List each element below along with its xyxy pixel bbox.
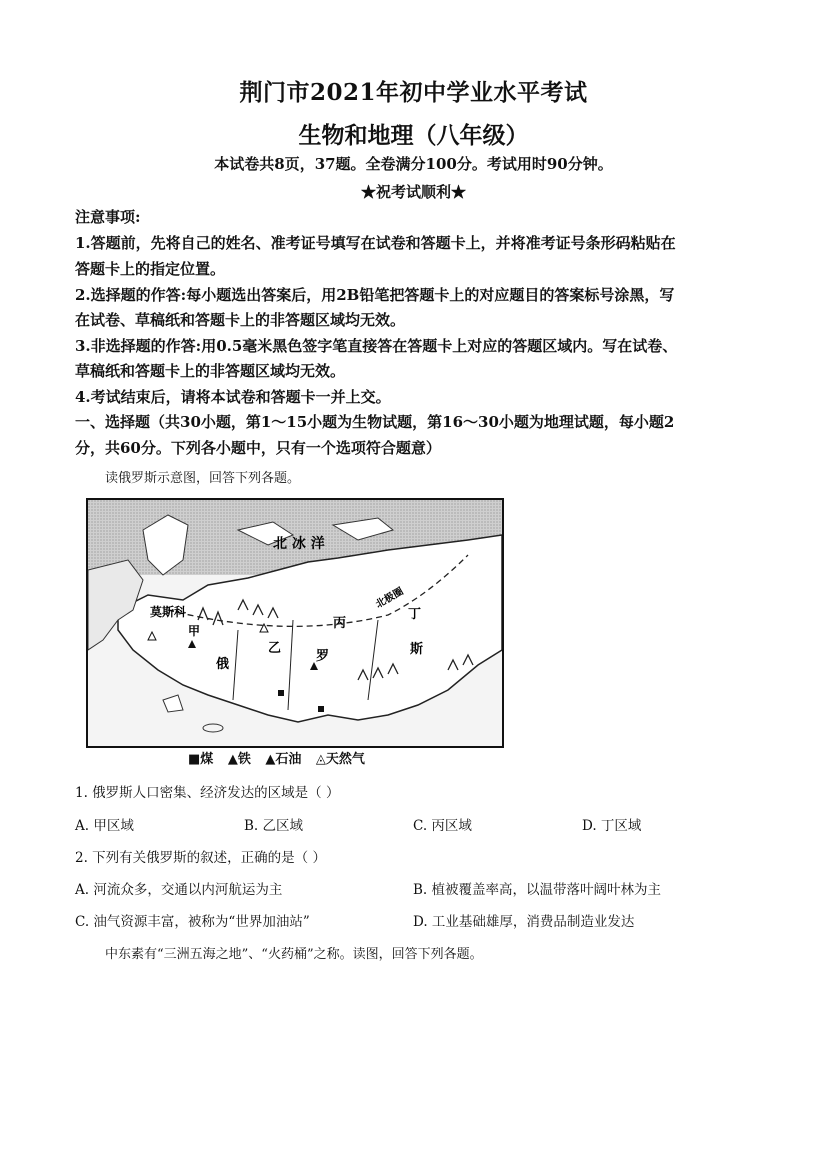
question-1-stem: 1. 俄罗斯人口密集、经济发达的区域是（ ） [75, 785, 340, 801]
question-intro: 读俄罗斯示意图，回答下列各题。 [105, 471, 301, 486]
question-1-option-b[interactable]: B. 乙区域 [244, 818, 304, 834]
map-label-e: 俄 [216, 657, 230, 672]
coal-symbol [278, 690, 284, 696]
legend-gas: ◬天然气 [315, 752, 365, 767]
question-2-option-d[interactable]: D. 工业基础雄厚，消费品制造业发达 [413, 914, 635, 930]
map-label-ding: 丁 [408, 607, 422, 622]
question-intro: 中东素有“三洲五海之地”、“火药桶”之称。读图，回答下列各题。 [105, 947, 483, 962]
question-1-option-c[interactable]: C. 丙区域 [413, 818, 472, 834]
coal-symbol [318, 706, 324, 712]
exam-wish: ★祝考试顺利★ [360, 183, 466, 201]
question-1-option-a[interactable]: A. 甲区域 [75, 818, 134, 834]
legend-coal: ■煤 [188, 752, 214, 767]
legend-iron: ▲铁 [227, 752, 251, 767]
question-2-option-b[interactable]: B. 植被覆盖率高，以温带落叶阔叶林为主 [413, 882, 662, 898]
note-line: 3.非选择题的作答:用0.5毫米黑色签字笔直接答在答题卡上对应的答题区域内。写在试卷、 [75, 337, 678, 355]
map-label-ocean: 北 冰 洋 [273, 536, 325, 552]
legend-oil: ▲石油 [265, 752, 302, 767]
map-label-arctic-circle: 北极圈 [374, 586, 406, 611]
map-label-bing: 丙 [333, 616, 347, 631]
russia-map [86, 498, 504, 748]
exam-subtitle: 生物和地理（八年级） [298, 122, 529, 149]
map-label-luo: 罗 [316, 649, 330, 664]
section-heading-line: 分，共60分。下列各小题中，只有一个选项符合题意） [75, 439, 441, 457]
map-legend [188, 748, 375, 767]
exam-info: 本试卷共8页，37题。全卷满分100分。考试用时90分钟。 [214, 155, 613, 173]
note-line: 4.考试结束后，请将本试卷和答题卡一并上交。 [75, 388, 391, 406]
map-label-yi: 乙 [268, 641, 282, 656]
note-line: 草稿纸和答题卡上的非答题区域均无效。 [75, 362, 346, 380]
note-line: 在试卷、草稿纸和答题卡上的非答题区域均无效。 [75, 311, 406, 329]
question-2-option-c[interactable]: C. 油气资源丰富，被称为“世界加油站” [75, 914, 310, 930]
note-line: 答题卡上的指定位置。 [75, 260, 226, 278]
notes-heading: 注意事项: [75, 208, 141, 226]
map-label-moscow: 莫斯科 [150, 605, 187, 619]
exam-title: 荆门市2021年初中学业水平考试 [239, 79, 588, 106]
note-line: 2.选择题的作答:每小题选出答案后，用2B铅笔把答题卡上的对应题目的答案标号涂黑，写 [75, 286, 675, 304]
question-2-option-a[interactable]: A. 河流众多，交通以内河航运为主 [75, 882, 283, 898]
question-2-stem: 2. 下列有关俄罗斯的叙述，正确的是（ ） [75, 850, 326, 866]
question-1-option-d[interactable]: D. 丁区域 [582, 818, 642, 834]
section-heading-line: 一、选择题（共30小题，第1～15小题为生物试题，第16～30小题为地理试题，每小题2 [75, 413, 675, 431]
map-label-si: 斯 [410, 642, 424, 657]
map-label-jia: 甲 [188, 624, 201, 638]
russia-map-drawing [88, 500, 502, 746]
note-line: 1.答题前，先将自己的姓名、准考证号填写在试卷和答题卡上，并将准考证号条形码粘贴在 [75, 234, 676, 252]
